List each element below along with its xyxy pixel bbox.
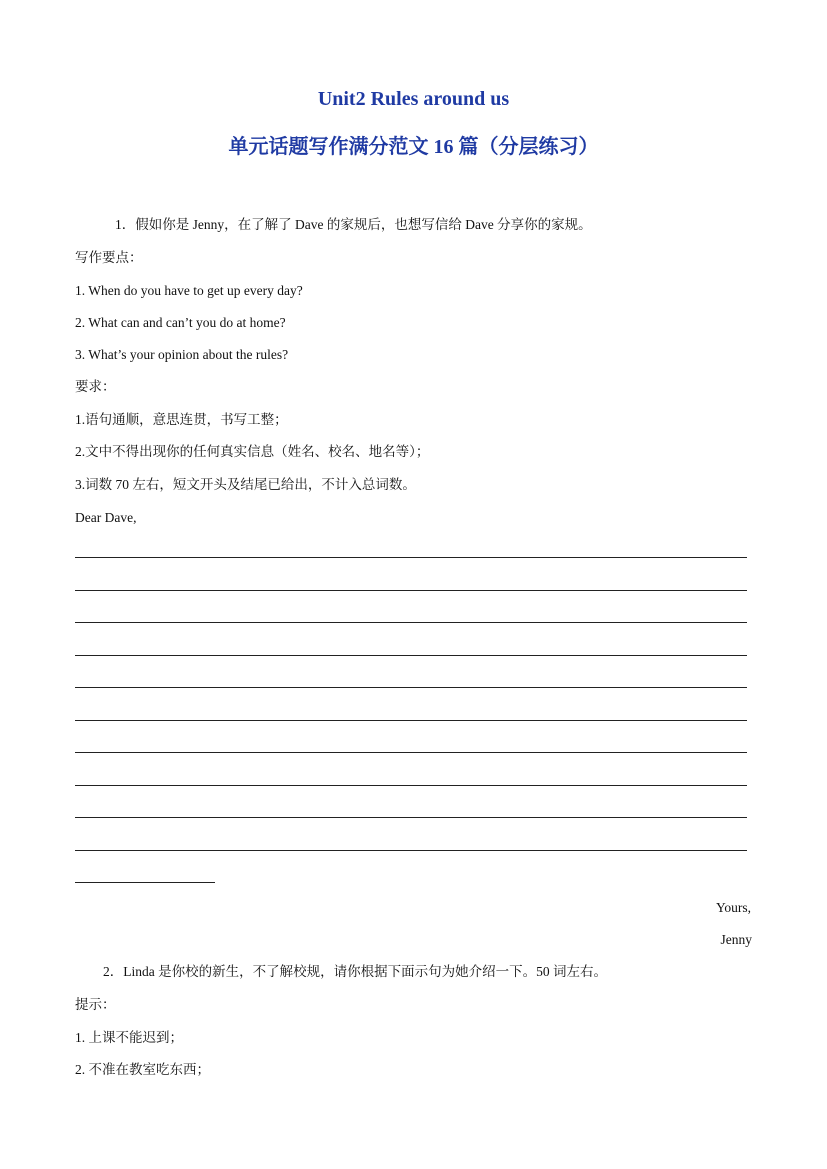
writing-point: 1. When do you have to get up every day? <box>75 283 303 298</box>
question-1-prompt: 1．假如你是 Jenny，在了解了 Dave 的家规后，也想写信给 Dave 分享你的家规。 <box>115 217 592 232</box>
writing-point: 2. What can and can’t you do at home? <box>75 315 286 330</box>
answer-line-short <box>75 882 215 883</box>
requirement: 1.语句通顺，意思连贯，书写工整； <box>75 412 288 427</box>
answer-line <box>75 817 747 818</box>
hint-item: 1. 上课不能迟到； <box>75 1030 183 1045</box>
letter-salutation: Dear Dave, <box>75 510 137 525</box>
answer-line <box>75 752 747 753</box>
requirement: 2.文中不得出现你的任何真实信息（姓名、校名、地名等）； <box>75 444 430 459</box>
answer-line <box>75 687 747 688</box>
answer-line <box>75 785 747 786</box>
writing-points-heading: 写作要点： <box>75 250 143 265</box>
hint-heading: 提示： <box>75 997 116 1012</box>
page-subtitle: 单元话题写作满分范文 16 篇（分层练习） <box>228 136 599 158</box>
requirement: 3.词数 70 左右，短文开头及结尾已给出，不计入总词数。 <box>75 477 416 492</box>
question-2-prompt: 2．Linda 是你校的新生，不了解校规，请你根据下面示句为她介绍一下。50 词左右。 <box>103 964 607 979</box>
hint-item: 2. 不准在教室吃东西； <box>75 1062 210 1077</box>
page-title: Unit2 Rules around us <box>317 88 510 110</box>
answer-line <box>75 720 747 721</box>
letter-closing: Yours, <box>715 900 751 915</box>
answer-line <box>75 850 747 851</box>
answer-line <box>75 557 747 558</box>
requirements-heading: 要求： <box>75 379 116 394</box>
writing-point: 3. What’s your opinion about the rules? <box>75 347 289 362</box>
letter-signature: Jenny <box>720 932 752 947</box>
answer-line <box>75 622 747 623</box>
answer-line <box>75 655 747 656</box>
answer-line <box>75 590 747 591</box>
